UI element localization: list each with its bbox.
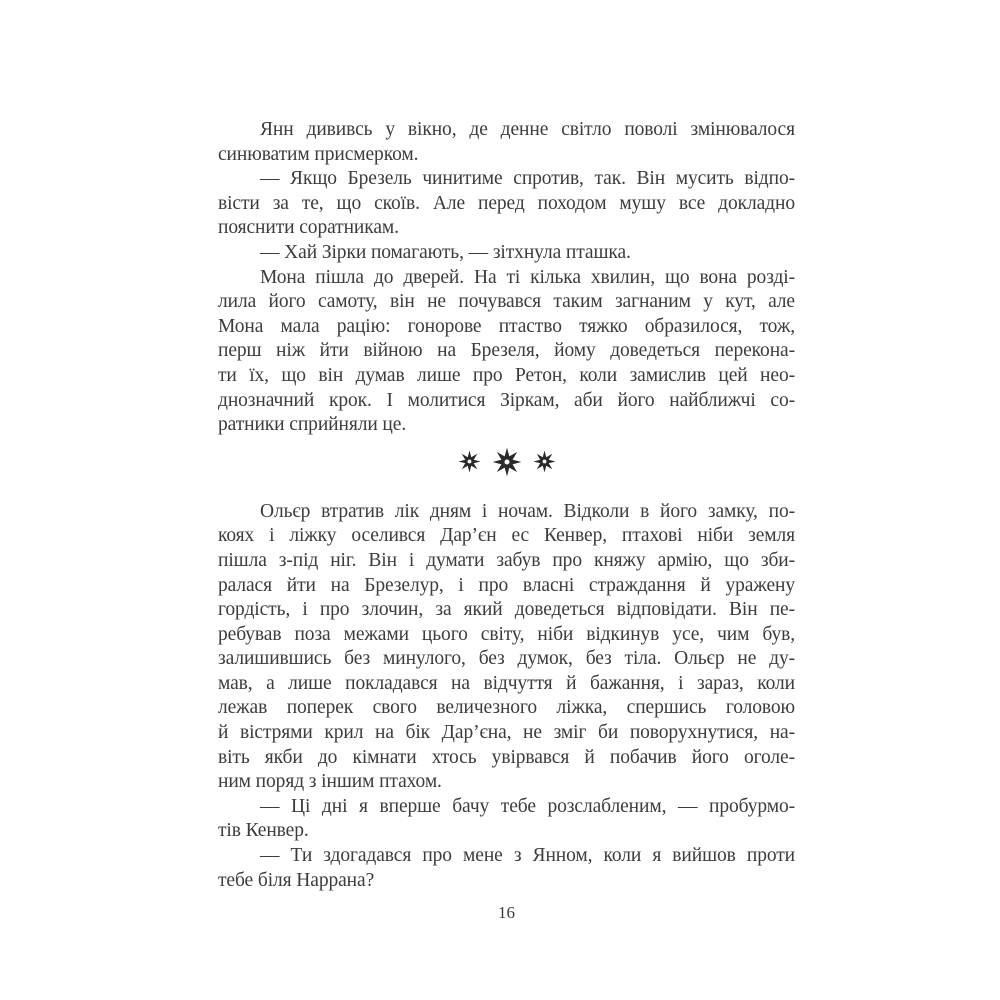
eight-pointed-star-icon — [458, 450, 481, 473]
text-line: Ольєр втратив лік дням і ночам. Відколи в його замку, по- — [260, 500, 795, 522]
text-line: й вістрями крил на бік Дар’єна, не зміг би поворухнутися, на- — [218, 722, 795, 744]
text-line: віть якби до кімнати хтось увірвався й побачив його оголе- — [218, 746, 795, 768]
text-line: залишившись без минулого, без думок, без тіла. Ольєр не ду- — [218, 648, 795, 670]
text-line: коях і ліжку оселився Дар’єн ес Кенвер, птахові ніби земля — [218, 525, 795, 547]
text-line: днозначний крок. І молитися Зіркам, аби його найближчі со- — [218, 389, 795, 411]
eight-pointed-star-icon — [492, 447, 522, 477]
text-line: Мона мала рацію: гонорове птаство тяжко образилося, тож, — [218, 315, 795, 337]
text-line: ребував поза межами цього світу, ніби відкинув усе, чим був, — [218, 623, 795, 645]
text-line: — Ці дні я вперше бачу тебе розслабленим, — пробурмо- — [260, 795, 795, 817]
text-line: ним поряд з іншим птахом. — [218, 771, 442, 793]
text-line: ратники сприйняли це. — [218, 414, 407, 436]
paragraph — [218, 500, 795, 795]
text-line: мав, а лише покладався на відчуття й бажання, і зараз, коли — [218, 672, 795, 694]
paragraph — [218, 167, 795, 241]
text-line: тебе біля Наррана? — [218, 869, 375, 891]
text-line: пішла з-під ніг. Він і думати забув про княжу армію, що зби- — [218, 549, 795, 571]
text-line: ти їх, що він думав лише про Ретон, коли замислив цей нео- — [218, 364, 795, 386]
text-line: лила його самоту, він не почувався таким загнаним у кут, але — [218, 291, 795, 313]
text-line: Мона пішла до дверей. На ті кілька хвилин, що вона розді- — [260, 266, 795, 288]
text-block — [218, 118, 795, 893]
text-line: лежав поперек свого величезного ліжка, спершись головою — [218, 697, 795, 719]
paragraph — [218, 266, 795, 438]
text-line: гордість, і про злочин, за який доведеться відповідати. Він пе- — [218, 599, 795, 621]
paragraph — [218, 241, 795, 266]
text-line: синюватим присмерком. — [218, 143, 419, 165]
section-separator — [218, 438, 795, 486]
text-line: ралася йти на Брезелур, і про власні страждання й уражену — [218, 574, 795, 596]
page-number: 16 — [498, 903, 515, 922]
text-line: перш ніж йти війною на Брезеля, йому доведеться перекона- — [218, 340, 795, 362]
eight-pointed-star-icon — [533, 450, 556, 473]
text-line: — Ти здогадався про мене з Янном, коли я вийшов проти — [260, 845, 795, 867]
paragraph — [218, 795, 795, 844]
paragraph — [218, 844, 795, 893]
text-line: — Якщо Брезель чинитиме спротив, так. Він мусить відпо- — [260, 168, 795, 190]
text-line: Янн дививсь у вікно, де денне світло поволі змінювалося — [260, 119, 795, 140]
text-line: пояснити соратникам. — [218, 217, 399, 239]
text-line: вісти за те, що скоїв. Але перед походом мушу все докладно — [218, 192, 795, 214]
text-line: тів Кенвер. — [218, 820, 309, 842]
paragraph — [218, 118, 795, 167]
text-line: — Хай Зірки помагають, — зітхнула пташка. — [260, 241, 631, 263]
